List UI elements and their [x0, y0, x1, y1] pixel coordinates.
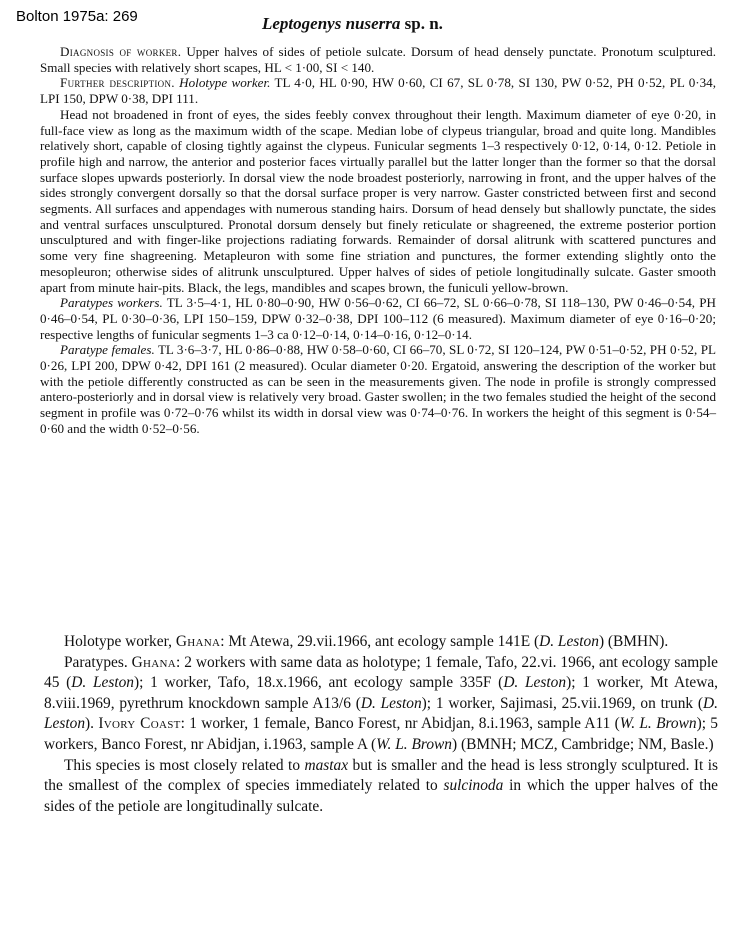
collector-name: W. L. Brown: [376, 735, 452, 753]
paratypes-text: ); 1 worker, Sajimasi, 25.vii.1969, on trunk (: [421, 694, 704, 712]
collector-name: W. L. Brown: [619, 715, 697, 733]
remarks-text: but is smaller and the head is less strongly sculptured. It is the smallest of the complex of species immediately related to: [44, 756, 718, 795]
holotype-subheading: Holotype worker.: [179, 75, 271, 91]
paratype-workers-paragraph: [40, 295, 716, 342]
page-title: [262, 14, 443, 34]
title-suffix: sp. n.: [404, 14, 443, 33]
paratypes-text: ).: [85, 715, 99, 733]
species-name-sulcinoda: sulcinoda: [443, 777, 504, 795]
paratypes-label: Paratypes.: [64, 653, 128, 671]
paratypes-text: : 1 worker, 1 female, Banco Forest, nr Abidjan, 8.i.1963, sample A11 (: [180, 715, 620, 733]
collector-name: D. Leston: [360, 694, 422, 712]
paratypes-text: : 2 workers with same data as holotype; 1 female, Tafo, 22.vi. 1966, ant ecology sample 45 (: [44, 653, 718, 692]
remarks-paragraph: [44, 756, 718, 818]
paratypes-country-ghana: Ghana: [131, 653, 177, 671]
paratypes-text: ); 1 worker, Mt Atewa, 8.viii.1969, pyrethrum knockdown sample A13/6 (: [44, 674, 719, 712]
holotype-depository: ) (BMHN).: [598, 633, 669, 650]
paratype-workers-heading: Paratypes workers.: [60, 295, 163, 311]
paratypes-text: ); 1 worker, Tafo, 18.x.1966, ant ecology sample 335F (: [134, 674, 504, 692]
species-name-mastax: mastax: [304, 756, 349, 774]
further-description-paragraph: [40, 75, 716, 106]
holotype-paragraph: [44, 632, 718, 653]
remarks-text: This species is most closely related to: [64, 756, 305, 774]
paratypes-text: ) (BMNH; MCZ, Cambridge; NM, Basle.): [451, 735, 714, 753]
collector-name: D. Leston: [44, 694, 719, 733]
holotype-country: Ghana: [175, 633, 221, 650]
holotype-measurements: TL 4·0, HL 0·90, HW 0·60, CI 67, SL 0·78, SI 130, PW 0·52, PH 0·52, PL 0·34, LPI 150, DPW 0·38, DPI 111.: [40, 75, 717, 107]
paratype-females-text: TL 3·6–3·7, HL 0·86–0·88, HW 0·58–0·60, CI 66–70, SL 0·72, SI 120–124, PW 0·51–0·52, PH 0·52, PL 0·26, LPI 200, DPW 0·42, DPI 161 (2 measured). Ocular diameter 0·20. Ergatoid, answering the description of the worker but with the petiole differently constructed as can be seen in the measurements given. The node in profile is strongly compressed antero-posteriorly and in dorsal view is relatively very broad. Gaster swollen; in the two females studied the height of the second segment in profile was 0·72–0·76 whilst its width in dorsal view was 0·74–0·76. In workers the height of this segment is 0·54–0·60 and the width 0·52–0·56.: [40, 342, 716, 436]
description-body: Head not broadened in front of eyes, the sides feebly convex throughout their length. Maximum diameter of eye 0·20, in full-face view as long as the maximum width of the scape. Median lobe of clypeus triangular, broad and quite long. Mandibles relatively short, capable of closing tightly against the clypeus. Funicular segments 1–3 respectively 0·12, 0·14, 0·12. Petiole in profile high and narrow, the anterior and posterior faces virtually parallel but the latter longer than the former so that the dorsal surface slopes upwards posteriorly. In dorsal view the node broadest posteriorly, narrowing in front, and the upper halves of the sides strongly convergent dorsally so that the dorsal surface proper is very narrow. Gaster constricted between first and second segments. All surfaces and appendages with numerous standing hairs. Dorsum of head densely but shallowly punctate, the sides and ventral surfaces unsculptured. Pronotal dorsum densely but finely reticulate or shagreened, the extreme posterior portion unsculptured and with finger-like projections radiating forwards. Remainder of dorsal alitrunk with scattered punctures and some very fine shagreening. Metapleuron with some fine striation and punctures, the former extending slightly onto the mesopleuron; otherwise sides of alitrunk unsculptured. Upper halves of sides of petiole longitudinally sulcate. Gaster smooth apart from minute hair-pits. Black, the legs, mandibles and scapes brown, the funiculi yellow-brown.: [40, 106, 716, 295]
title-taxon: Leptogenys nuserra: [262, 14, 401, 33]
citation-label: Bolton 1975a: 269: [16, 8, 138, 25]
paratypes-country-ivory-coast: Ivory Coast: [98, 715, 181, 733]
diagnosis-paragraph: [40, 44, 716, 75]
material-section: [44, 632, 718, 817]
further-description-heading: Further description.: [60, 75, 175, 91]
paratypes-text: ); 5 workers, Banco Forest, nr Abidjan, i.1963, sample A (: [44, 715, 718, 753]
paratype-workers-text: TL 3·5–4·1, HL 0·80–0·90, HW 0·56–0·62, CI 66–72, SL 0·66–0·78, SI 118–130, PW 0·46–0·54, PH 0·46–0·54, PL 0·30–0·36, LPI 150–159, DPW 0·32–0·38, DPI 100–112 (6 measured). Maximum diameter of eye 0·16–0·20; respective lengths of funicular segments 1–3 ca 0·12–0·14, 0·14–0·16, 0·12–0·14.: [40, 295, 716, 342]
paratype-females-paragraph: [40, 342, 716, 436]
holotype-collector: D. Leston: [539, 633, 599, 650]
diagnosis-text: Upper halves of sides of petiole sulcate. Dorsum of head densely punctate. Pronotum sculptured. Small species with relatively short scapes, HL < 1·00, SI < 140.: [40, 44, 717, 75]
collector-name: D. Leston: [71, 674, 134, 692]
description-section: [40, 44, 716, 437]
holotype-text: : Mt Atewa, 29.vii.1966, ant ecology sample 141E (: [220, 633, 540, 650]
diagnosis-heading: Diagnosis of worker.: [60, 44, 182, 59]
holotype-label: Holotype worker,: [64, 633, 172, 650]
collector-name: D. Leston: [503, 674, 567, 692]
paratype-females-heading: Paratype females.: [60, 342, 155, 358]
remarks-text: in which the upper halves of the sides of the petiole are longitudinally sulcate.: [44, 777, 718, 815]
paratypes-paragraph: [44, 653, 718, 756]
